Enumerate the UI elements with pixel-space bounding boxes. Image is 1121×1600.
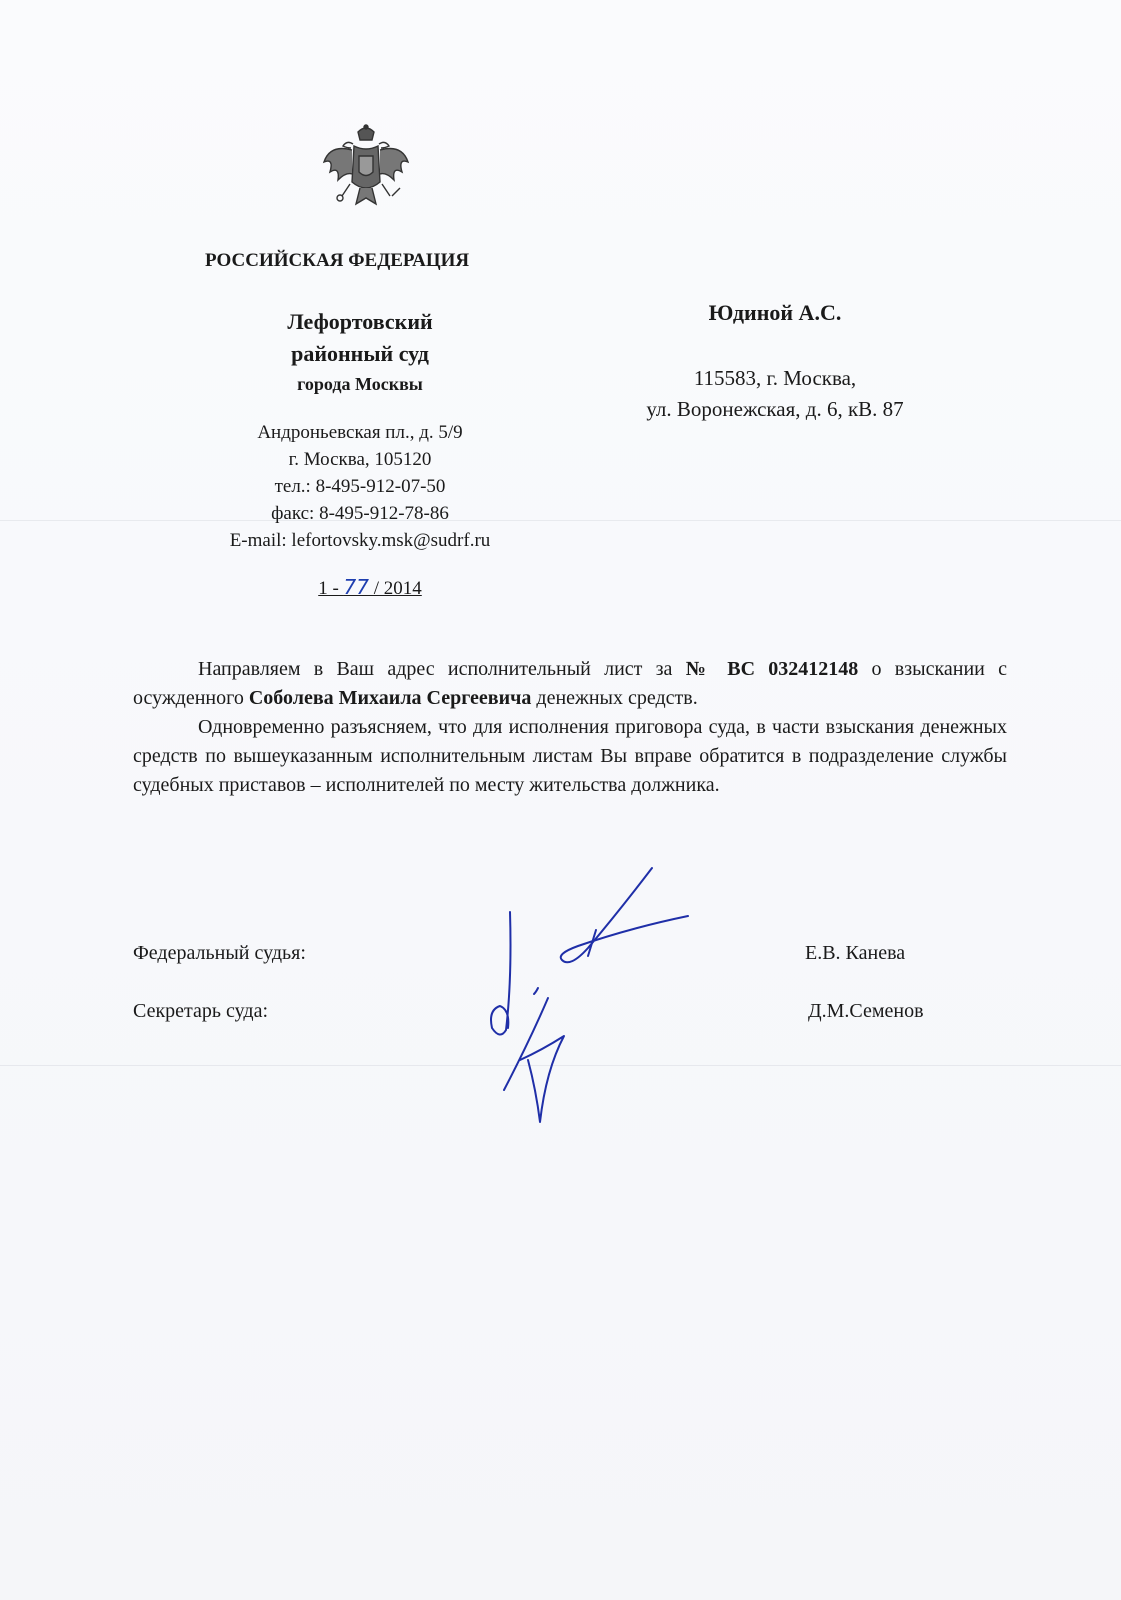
body-text-run: Направляем в Ваш адрес исполнительный лист за <box>198 658 686 680</box>
court-name-line: Лефортовский <box>287 309 433 334</box>
judge-label: Федеральный судья: <box>133 942 306 964</box>
case-number-prefix: 1 - <box>318 578 344 599</box>
court-email: E-mail: lefortovsky.msk@sudrf.ru <box>229 530 491 551</box>
judge-name: Е.В. Канева <box>805 942 906 964</box>
body-text-run: денежных средств. <box>531 687 698 709</box>
paper-fold <box>0 520 1121 521</box>
body-text-run: о взыскании с осужденного <box>133 658 1007 709</box>
coat-of-arms-icon <box>320 122 412 222</box>
court-fax: факс: 8-495-912-78-86 <box>271 503 449 524</box>
court-street: Андроньевская пл., д. 5/9 <box>257 422 463 443</box>
convict-name: Соболева Михаила Сергеевича <box>248 687 532 709</box>
secretary-label: Секретарь суда: <box>133 1000 268 1022</box>
recipient-address <box>600 363 950 425</box>
body-paragraph: Одновременно разъясняем, что для исполнения приговора суда, в части взыскания денежных средств по вышеуказанным исполнительным листам Вы вправе обратится в подразделение службы судебных приставов – исполнителей по месту жительства должника. <box>133 716 1007 796</box>
writ-number: № ВС 032412148 <box>685 658 859 680</box>
recipient-address-line: ул. Воронежская, д. 6, кВ. 87 <box>646 397 904 421</box>
secretary-name: Д.М.Семенов <box>808 1000 924 1022</box>
court-name <box>240 306 480 398</box>
letter-body <box>133 655 1007 800</box>
country-title: РОССИЙСКАЯ ФЕДЕРАЦИЯ <box>205 250 470 271</box>
recipient-name: Юдиной А.С. <box>708 300 842 325</box>
case-number-handwritten: 77 <box>343 575 369 599</box>
body-paragraph <box>133 655 1007 713</box>
recipient-address-line: 115583, г. Москва, <box>693 366 857 390</box>
case-number <box>290 575 450 600</box>
court-city: г. Москва, 105120 <box>288 449 432 470</box>
court-city-line: города Москвы <box>297 374 423 394</box>
court-contact-block <box>180 419 540 554</box>
case-number-suffix: / 2014 <box>369 578 422 599</box>
court-name-line: районный суд <box>291 341 429 366</box>
court-phone: тел.: 8-495-912-07-50 <box>274 476 446 497</box>
signature-icon <box>470 860 710 1130</box>
